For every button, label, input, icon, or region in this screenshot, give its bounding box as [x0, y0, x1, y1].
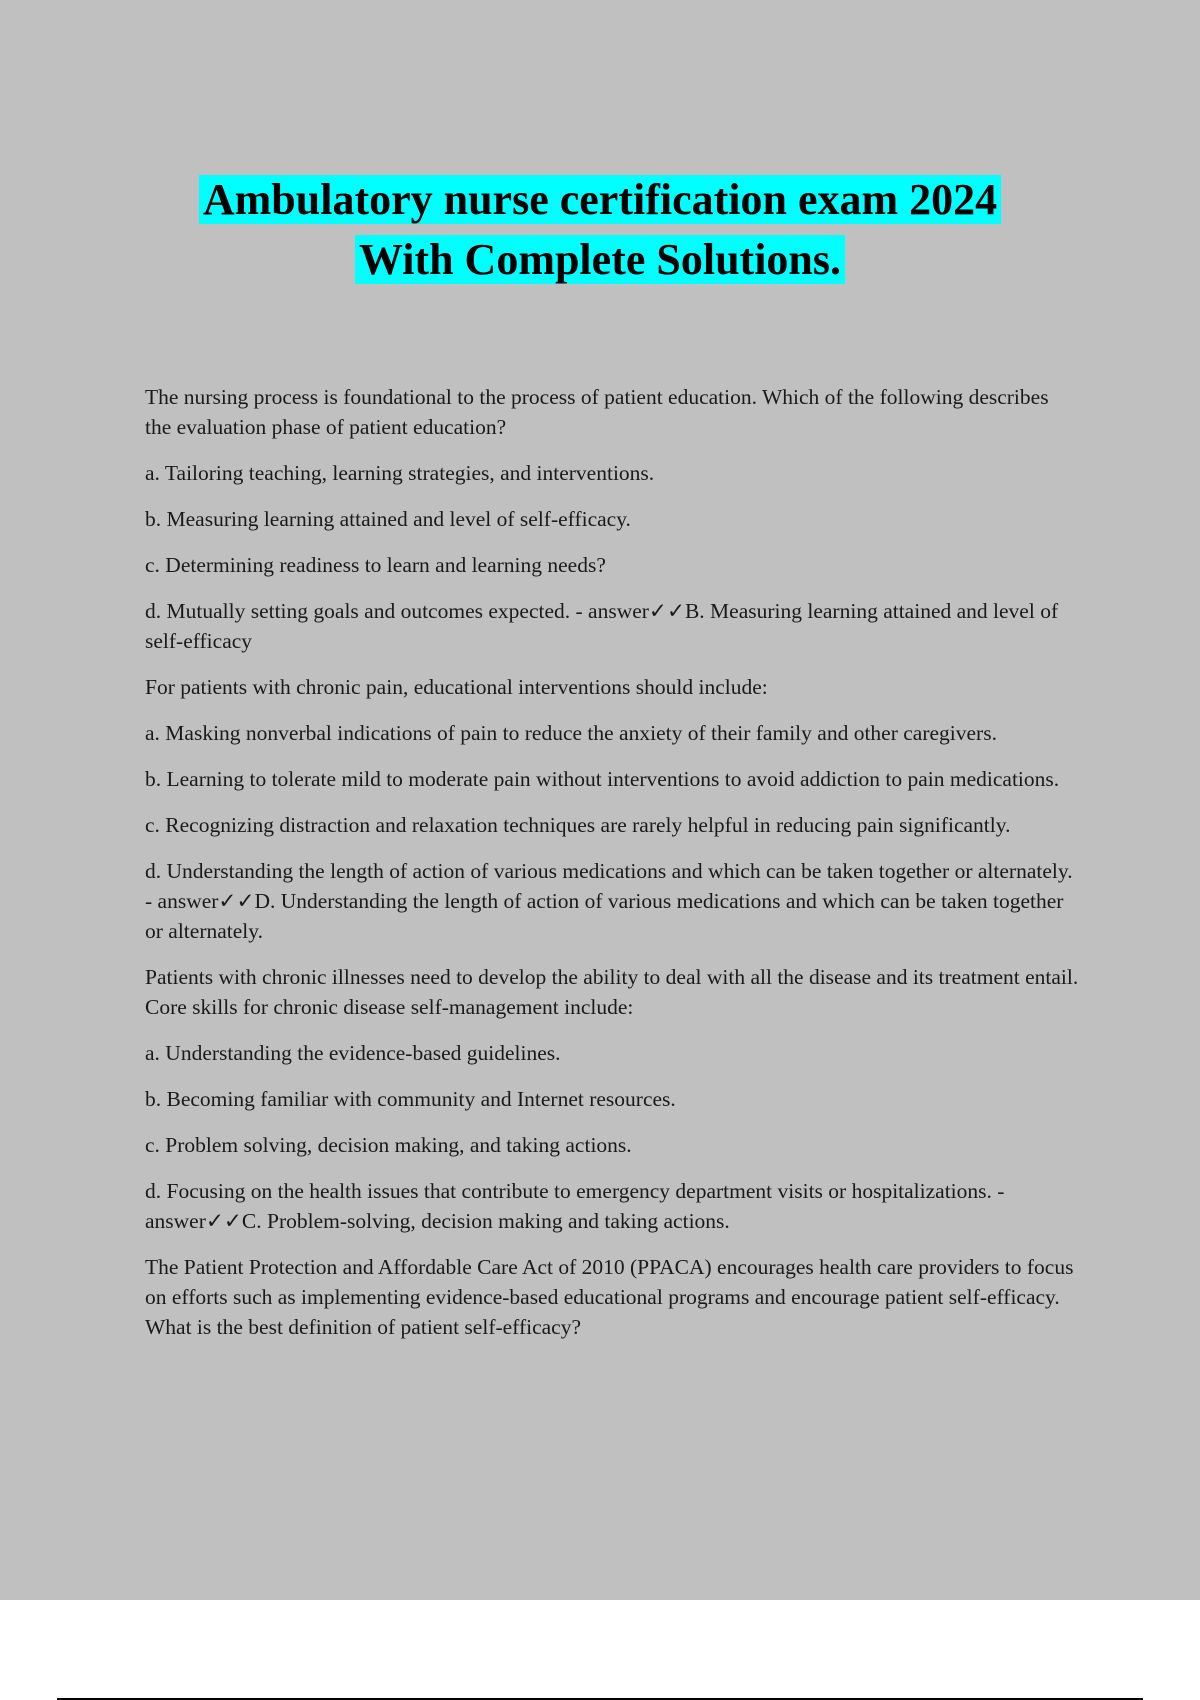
question-3-option-a: a. Understanding the evidence-based guidelines.: [145, 1041, 561, 1065]
question-1-option-b: b. Measuring learning attained and level of self-efficacy.: [145, 507, 631, 531]
document-body: [145, 382, 1080, 1358]
question-1-option-c: c. Determining readiness to learn and learning needs?: [145, 553, 606, 577]
question-3-stem: Patients with chronic illnesses need to develop the ability to deal with all the disease and its treatment entail. Core skills for chronic disease self-management include:: [145, 965, 1079, 1019]
question-2-option-b: b. Learning to tolerate mild to moderate pain without interventions to avoid addiction to pain medications.: [145, 767, 1060, 791]
question-3-option-c: c. Problem solving, decision making, and taking actions.: [145, 1133, 632, 1157]
question-2-option-c: c. Recognizing distraction and relaxation techniques are rarely helpful in reducing pain significantly.: [145, 813, 1011, 837]
question-2-option-a: a. Masking nonverbal indications of pain to reduce the anxiety of their family and other caregivers.: [145, 721, 997, 745]
question-2-stem: For patients with chronic pain, educational interventions should include:: [145, 675, 768, 699]
question-1-stem: The nursing process is foundational to the process of patient education. Which of the following describes the evaluation phase of patient education?: [145, 385, 1049, 439]
question-1-option-d-answer: d. Mutually setting goals and outcomes expected. - answer✓✓B. Measuring learning attained and level of self-efficacy: [145, 599, 1059, 653]
title-line-2: With Complete Solutions.: [355, 235, 845, 284]
title-line-1: Ambulatory nurse certification exam 2024: [199, 175, 1001, 224]
document-title: [0, 170, 1200, 290]
question-4-stem: The Patient Protection and Affordable Care Act of 2010 (PPACA) encourages health care providers to focus on efforts such as implementing evidence-based educational programs and encourage patient self-efficacy. What is the best definition of patient self-efficacy?: [145, 1255, 1074, 1339]
question-3-option-b: b. Becoming familiar with community and Internet resources.: [145, 1087, 676, 1111]
question-2-option-d-answer: d. Understanding the length of action of various medications and which can be taken together or alternately. - answer✓✓D. Understanding the length of action of various medications and which can be taken together or alternately.: [145, 859, 1073, 943]
question-1-option-a: a. Tailoring teaching, learning strategies, and interventions.: [145, 461, 655, 485]
question-3-option-d-answer: d. Focusing on the health issues that contribute to emergency department visits or hospitalizations. - answer✓✓C. Problem-solving, decision making and taking actions.: [145, 1179, 1005, 1233]
